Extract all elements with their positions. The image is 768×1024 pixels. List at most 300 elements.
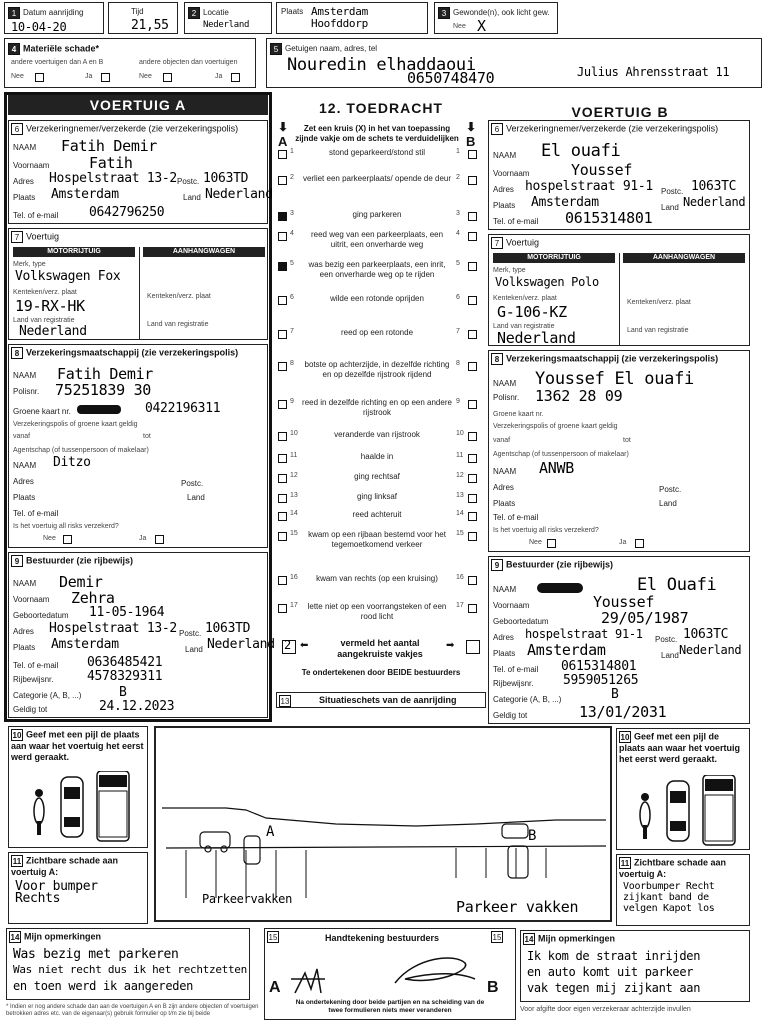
a-s14-line3[interactable]: en toen werd ik aangereden <box>13 979 194 993</box>
a-bestuurder <box>8 552 275 718</box>
a-s9-title: Bestuurder (zie rijbewijs) <box>26 555 134 566</box>
circumstance-17-checkbox-b[interactable] <box>468 604 477 613</box>
circumstance-13-label: ging linksaf <box>356 492 398 501</box>
a-geldig-label: Verzekeringspolis of groene kaart geldig <box>13 421 138 428</box>
b-adres-value[interactable]: hospelstraat 91-1 <box>525 179 653 194</box>
signature-drawing <box>285 949 495 1001</box>
a-s14-line2[interactable]: Was niet recht dus ik het rechtzetten <box>13 963 247 976</box>
a-aanh-kenteken-label: Kenteken/verz. plaat <box>147 293 211 300</box>
a-b-voornaam-value[interactable]: Zehra <box>71 589 115 607</box>
a-b-plaats-label: Plaats <box>13 643 36 652</box>
circumstance-8-number-b: 8 <box>456 360 460 367</box>
circumstance-3-checkbox-a[interactable] <box>278 212 287 221</box>
tijd-value[interactable]: 21,55 <box>131 18 169 33</box>
gewonden-mark[interactable]: X <box>477 17 486 35</box>
a-cat-value[interactable]: B <box>119 685 127 700</box>
handtekening-box <box>264 928 516 1020</box>
situatieschets-title: Situatieschets van de aanrijding <box>319 695 457 705</box>
count-a-value[interactable]: 2 <box>284 638 291 652</box>
locatie-box <box>184 2 272 34</box>
a-allrisk-nee: Nee <box>43 535 56 542</box>
b-vanaf-label: vanaf <box>493 437 511 444</box>
num-4: 4 <box>8 43 20 55</box>
a-agent-naam-label: NAAM <box>13 461 37 470</box>
circumstance-6-label: wilde een rotonde oprijden <box>330 294 424 303</box>
num-a11: 11 <box>12 857 22 866</box>
circumstance-4-checkbox-a[interactable] <box>278 232 287 241</box>
b-groene-label: Groene kaart nr. <box>493 411 544 418</box>
circumstance-14-checkbox-a[interactable] <box>278 512 287 521</box>
num-a9: 9 <box>11 555 23 567</box>
circumstance-15-number-a: 15 <box>290 530 298 537</box>
a-eerst-geraakt <box>8 726 148 848</box>
num-15: 15 <box>268 933 278 942</box>
datum-value[interactable]: 10-04-20 <box>11 20 67 34</box>
circumstance-16-label: kwam van rechts (op een kruising) <box>316 574 438 583</box>
b-b-postc-label: Postc. <box>655 635 678 644</box>
b-voornaam-label: Voornaam <box>493 169 530 178</box>
a-allrisk-nee-checkbox[interactable] <box>63 535 72 544</box>
a-tot-label: tot <box>143 433 151 440</box>
b-kenteken-value[interactable]: G-106-KZ <box>497 303 567 321</box>
gewonden-label: Gewonde(n), ook licht gew. <box>453 8 550 18</box>
num-5: 5 <box>270 43 282 55</box>
a-zichtbare-schade <box>8 852 148 924</box>
circumstance-10-checkbox-a[interactable] <box>278 432 287 441</box>
circumstance-10-number-b: 10 <box>456 430 464 437</box>
circumstance-7-number-a: 7 <box>290 328 294 335</box>
circumstance-12-number-b: 12 <box>456 472 464 479</box>
b-allrisk-ja: Ja <box>619 539 627 546</box>
a-b-voornaam-label: Voornaam <box>13 595 50 604</box>
a-opmerkingen <box>6 928 250 1000</box>
b-geldigtot-value[interactable]: 13/01/2031 <box>579 703 667 721</box>
schade-ja-b-checkbox[interactable] <box>231 73 240 82</box>
b-verzekeringnemer <box>488 120 750 230</box>
circumstance-3-checkbox-b[interactable] <box>468 212 477 221</box>
car-icon <box>667 781 689 841</box>
circumstance-12-checkbox-b[interactable] <box>468 474 477 483</box>
b-agent-tel-label: Tel. of e-mail <box>493 513 539 522</box>
toedracht-title: 12. TOEDRACHT <box>319 100 443 116</box>
b-geb-value[interactable]: 29/05/1987 <box>601 609 689 627</box>
circumstance-17-number-b: 17 <box>456 602 464 609</box>
circumstance-7-checkbox-a[interactable] <box>278 330 287 339</box>
b-agent-naam-label: NAAM <box>493 467 517 476</box>
b-tel-value[interactable]: 0615314801 <box>565 209 653 227</box>
num-b7: 7 <box>491 237 503 249</box>
datum-box <box>4 2 104 34</box>
a-b-land-value[interactable]: Nederland <box>207 637 275 652</box>
b-geldigtot-label: Geldig tot <box>493 711 528 720</box>
circumstance-13-number-a: 13 <box>290 492 298 499</box>
circumstance-4-checkbox-b[interactable] <box>468 232 477 241</box>
b-plaats-label: Plaats <box>493 201 516 210</box>
a-vehicle-diagram <box>25 771 137 843</box>
schade-nee-a: Nee <box>11 73 24 80</box>
a-s8-title: Verzekeringsmaatschappij (zie verzekeringspolis) <box>26 347 239 358</box>
a-groene-value[interactable]: 0422196311 <box>145 401 221 416</box>
b-s11-value[interactable]: Voorbumper Recht zijkant band de velgen Kapot los <box>623 881 715 914</box>
a-postc-value[interactable]: 1063TD <box>203 171 249 186</box>
schade-box <box>4 38 256 88</box>
circumstance-8-label: botste op achterzijde, in dezelfde richting en op dezelfde rijstrook rijdend <box>304 360 450 379</box>
b-landreg-value[interactable]: Nederland <box>497 329 576 347</box>
sketch-car-b2 <box>502 824 528 878</box>
sketch-left-label: Parkeervakken <box>202 892 293 906</box>
circumstance-13-checkbox-a[interactable] <box>278 494 287 503</box>
circumstance-5-checkbox-a[interactable] <box>278 262 287 271</box>
a-b-naam-value[interactable]: Demir <box>59 573 103 591</box>
a-landreg-value[interactable]: Nederland <box>19 324 87 339</box>
circumstance-13-checkbox-b[interactable] <box>468 494 477 503</box>
circumstance-16-number-b: 16 <box>456 574 464 581</box>
num-15b: 15 <box>492 933 502 942</box>
a-s11-value[interactable]: Voor bumper Rechts <box>15 879 98 906</box>
schade-label: Materiële schade* <box>23 43 100 54</box>
a-voertuig <box>8 228 268 340</box>
b-tot-label: tot <box>623 437 631 444</box>
b-b-naam-value[interactable]: El Ouafi <box>637 575 717 595</box>
datum-label: Datum aanrijding <box>23 8 84 18</box>
a-vanaf-label: vanaf <box>13 433 31 440</box>
circumstance-6-checkbox-b[interactable] <box>468 296 477 305</box>
b-motor-label: MOTORRIJTUIG <box>493 253 615 263</box>
circumstance-13-number-b: 13 <box>456 492 464 499</box>
circumstance-10-number-a: 10 <box>290 430 298 437</box>
num-3: 3 <box>438 7 450 19</box>
b-naam-value[interactable]: El ouafi <box>541 141 621 161</box>
b-cat-label: Categorie (A, B, ...) <box>493 695 562 704</box>
circumstance-8-number-a: 8 <box>290 360 294 367</box>
circumstance-12-number-a: 12 <box>290 472 298 479</box>
b-vehicle-diagram <box>631 775 743 847</box>
num-a6: 6 <box>11 123 23 135</box>
b-landreg-label: Land van registratie <box>493 323 555 330</box>
a-b-postc-label: Postc. <box>179 629 202 638</box>
a-postc-label: Postc. <box>177 177 200 186</box>
vehicle-b-banner: VOERTUIG B <box>571 104 669 120</box>
b-agent-land-label: Land <box>659 499 677 508</box>
circumstance-17-number-a: 17 <box>290 602 298 609</box>
b-s8-title: Verzekeringsmaatschappij (zie verzekeringspolis) <box>506 353 719 364</box>
a-s14-line1[interactable]: Was bezig met parkeren <box>13 947 179 962</box>
car-icon <box>61 777 83 837</box>
gewonden-nee: Nee <box>453 23 466 30</box>
circumstance-14-number-a: 14 <box>290 510 298 517</box>
a-b-postc-value[interactable]: 1063TD <box>205 621 251 636</box>
num-13: 13 <box>280 697 290 706</box>
b-s14-line3[interactable]: vak tegen mij zijkant aan <box>527 981 701 995</box>
num-a8: 8 <box>11 347 23 359</box>
circumstance-3-number-a: 3 <box>290 210 294 217</box>
b-s14-line2[interactable]: en auto komt uit parkeer <box>527 965 694 979</box>
circumstance-2-number-a: 2 <box>290 174 294 181</box>
schade-sub2: andere objecten dan voertuigen <box>139 59 238 66</box>
ondertekenen-label: Te ondertekenen door BEIDE bestuurders <box>301 668 461 677</box>
b-merk-label: Merk, type <box>493 267 526 274</box>
b-merk-value[interactable]: Volkswagen Polo <box>495 275 599 289</box>
a-b-adres-label: Adres <box>13 627 34 636</box>
a-tel-value[interactable]: 0642796250 <box>89 205 165 220</box>
a-polisnr-value[interactable]: 75251839 30 <box>55 381 152 399</box>
b-geb-label: Geboortedatum <box>493 617 549 626</box>
b-land-value[interactable]: Nederland <box>683 195 746 209</box>
b-b-tel-value[interactable]: 0615314801 <box>561 659 637 674</box>
gewonden-box <box>434 2 558 34</box>
circumstance-9-checkbox-a[interactable] <box>278 400 287 409</box>
b-allrisk-nee-checkbox[interactable] <box>547 539 556 548</box>
circumstance-7-number-b: 7 <box>456 328 460 335</box>
arrow-left-icon: ⬅ <box>300 640 309 651</box>
circumstance-10-checkbox-b[interactable] <box>468 432 477 441</box>
circumstance-7-label: reed op een rotonde <box>340 328 414 337</box>
b-s14-line1[interactable]: Ik kom de straat inrijden <box>527 949 701 963</box>
truck-icon <box>97 771 129 841</box>
circumstance-1-number-a: 1 <box>290 148 294 155</box>
b-agent-postc-label: Postc. <box>659 485 682 494</box>
plaats-box <box>276 2 428 34</box>
getuigen-box <box>266 38 762 88</box>
b-aanh-label: AANHANGWAGEN <box>623 253 745 263</box>
sketch-area[interactable] <box>154 726 612 922</box>
circumstance-4-label: reed weg van een parkeerplaats, een uitrit, een onverharde weg <box>310 230 444 249</box>
a-vm-naam-value[interactable]: Fatih Demir <box>57 365 154 383</box>
a-aanh-landreg-label: Land van registratie <box>147 321 209 328</box>
arrow-down-a-icon: ⬇ <box>278 120 289 134</box>
a-plaats-label: Plaats <box>13 193 36 202</box>
a-s6-title: Verzekeringnemer/verzekerde (zie verzekeringspolis) <box>26 123 239 134</box>
circumstance-11-checkbox-a[interactable] <box>278 454 287 463</box>
a-naam-value[interactable]: Fatih Demir <box>61 137 158 155</box>
b-vm-naam-value[interactable]: Youssef El ouafi <box>535 369 694 389</box>
circumstance-11-checkbox-b[interactable] <box>468 454 477 463</box>
b-b-voornaam-value[interactable]: Youssef <box>593 593 655 611</box>
circumstance-9-label: reed in dezelfde richting en op een andere rijstrook <box>302 398 452 417</box>
a-vm-naam-label: NAAM <box>13 371 37 380</box>
b-plaats-value[interactable]: Amsterdam <box>531 195 599 210</box>
a-groene-label: Groene kaart nr. <box>13 407 71 416</box>
a-adres-value[interactable]: Hospelstraat 13-2 <box>49 171 177 186</box>
circumstance-16-number-a: 16 <box>290 574 298 581</box>
a-s14-title: Mijn opmerkingen <box>24 931 102 942</box>
circumstance-16-checkbox-b[interactable] <box>468 576 477 585</box>
circumstance-6-number-b: 6 <box>456 294 460 301</box>
locatie-value[interactable]: Nederland <box>203 20 250 30</box>
b-s10-title: Geef met een pijl de plaats aan waar het voertuig het eerst werd geraakt. <box>619 731 741 764</box>
a-kenteken-value[interactable]: 19-RX-HK <box>15 297 85 315</box>
b-agent-label: Agentschap (of tussenpersoon of makelaar) <box>493 451 629 458</box>
a-geb-label: Geboortedatum <box>13 611 69 620</box>
circumstance-7-checkbox-b[interactable] <box>468 330 477 339</box>
circumstance-4-number-b: 4 <box>456 230 460 237</box>
a-groene-redaction <box>77 405 121 414</box>
circumstance-10-label: veranderde van rijstrook <box>334 430 420 439</box>
a-naam-label: NAAM <box>13 143 37 152</box>
a-adres-label: Adres <box>13 177 34 186</box>
num-2: 2 <box>188 7 200 19</box>
num-a14: 14 <box>10 933 20 942</box>
b-aanh-kenteken-label: Kenteken/verz. plaat <box>627 299 691 306</box>
b-postc-value[interactable]: 1063TC <box>691 179 737 194</box>
b-b-adres-value[interactable]: hospelstraat 91-1 <box>525 627 643 641</box>
circumstance-14-number-b: 14 <box>456 510 464 517</box>
b-tel-label: Tel. of e-mail <box>493 217 539 226</box>
circumstance-5-label: was bezig een parkeerplaats, een inrit, een onverharde weg op te rijden <box>308 260 446 279</box>
letter-b: B <box>466 134 476 149</box>
a-agent-adres-label: Adres <box>13 477 34 486</box>
b-allrisk-ja-checkbox[interactable] <box>635 539 644 548</box>
a-geb-value[interactable]: 11-05-1964 <box>89 605 165 620</box>
circumstance-1-checkbox-a[interactable] <box>278 150 287 159</box>
b-rijbewijs-label: Rijbewijsnr. <box>493 679 534 688</box>
a-verzekeringnemer <box>8 120 273 224</box>
getuigen-extra[interactable]: Julius Ahrensstraat 11 <box>577 65 730 79</box>
circumstance-1-number-b: 1 <box>456 148 460 155</box>
a-agent-naam-value[interactable]: Ditzo <box>53 455 91 470</box>
plaats-value[interactable]: Amsterdam Hoofddorp <box>311 5 368 30</box>
b-polisnr-value[interactable]: 1362 28 09 <box>535 387 623 405</box>
b-kenteken-label: Kenteken/verz. plaat <box>493 295 557 302</box>
b-b-postc-value[interactable]: 1063TC <box>683 627 729 642</box>
num-b9: 9 <box>491 559 503 571</box>
getuigen-value[interactable]: Nouredin elhaddaoui <box>287 55 476 75</box>
motorbike-icon <box>640 793 650 839</box>
circumstance-9-number-a: 9 <box>290 398 294 405</box>
a-b-adres-value[interactable]: Hospelstraat 13-2 <box>49 621 177 636</box>
b-b-plaats-label: Plaats <box>493 649 516 658</box>
a-allrisk-ja-checkbox[interactable] <box>155 535 164 544</box>
truck-icon <box>703 775 735 845</box>
a-landreg-label: Land van registratie <box>13 317 75 324</box>
a-plaats-value[interactable]: Amsterdam <box>51 187 119 202</box>
b-s6-title: Verzekeringnemer/verzekerde (zie verzekeringspolis) <box>506 123 719 134</box>
a-tel-label: Tel. of e-mail <box>13 211 59 220</box>
b-cat-value[interactable]: B <box>611 687 619 702</box>
b-polisnr-label: Polisnr. <box>493 393 520 402</box>
a-kenteken-label: Kenteken/verz. plaat <box>13 289 77 296</box>
a-b-tel-value[interactable]: 0636485421 <box>87 655 163 670</box>
b-agent-plaats-label: Plaats <box>493 499 516 508</box>
b-geldig-label: Verzekeringspolis of groene kaart geldig <box>493 423 618 430</box>
b-b-land-value[interactable]: Nederland <box>679 643 742 657</box>
b-s14-title: Mijn opmerkingen <box>538 933 616 944</box>
b-zichtbare-schade <box>616 854 750 926</box>
b-rijbewijs-value[interactable]: 5959051265 <box>563 673 639 688</box>
sign-b-letter: B <box>487 979 499 996</box>
a-voornaam-value[interactable]: Fatih <box>89 154 133 172</box>
b-land-label: Land <box>661 203 679 212</box>
circumstance-6-checkbox-a[interactable] <box>278 296 287 305</box>
b-agent-adres-label: Adres <box>493 483 514 492</box>
circumstance-2-checkbox-a[interactable] <box>278 176 287 185</box>
b-voornaam-value[interactable]: Youssef <box>571 161 633 179</box>
schade-nee-a-checkbox[interactable] <box>35 73 44 82</box>
a-land-label: Land <box>183 193 201 202</box>
circumstance-15-checkbox-b[interactable] <box>468 532 477 541</box>
locatie-label: Locatie <box>203 8 229 18</box>
circumstance-14-checkbox-b[interactable] <box>468 512 477 521</box>
toedracht-instruction: Zet een kruis (X) in het van toepassing zijnde vakje om de schets te verduidelijken <box>295 124 459 143</box>
a-b-naam-label: NAAM <box>13 579 37 588</box>
a-aanh-label: AANHANGWAGEN <box>143 247 265 257</box>
schade-nee-b-checkbox[interactable] <box>163 73 172 82</box>
b-verzekeringsmaatschappij <box>488 350 750 552</box>
handtekening-title: Handtekening bestuurders <box>325 933 440 943</box>
a-agent-label: Agentschap (of tussenpersoon of makelaar) <box>13 447 149 454</box>
circumstance-8-checkbox-a[interactable] <box>278 362 287 371</box>
b-aanh-landreg-label: Land van registratie <box>627 327 689 334</box>
circumstance-15-checkbox-a[interactable] <box>278 532 287 541</box>
circumstance-5-checkbox-b[interactable] <box>468 262 477 271</box>
b-b-plaats-value[interactable]: Amsterdam <box>527 641 606 659</box>
b-agent-naam-value[interactable]: ANWB <box>539 459 574 477</box>
b-naam-label: NAAM <box>493 151 517 160</box>
a-verzekeringsmaatschappij <box>8 344 268 548</box>
sketch-car-a <box>200 832 230 852</box>
svg-text:B: B <box>528 828 537 844</box>
circumstance-11-label: haalde in <box>360 452 394 461</box>
num-a10: 10 <box>12 731 22 740</box>
a-b-land-label: Land <box>185 645 203 654</box>
circumstance-16-checkbox-a[interactable] <box>278 576 287 585</box>
circumstance-2-label: verliet een parkeerplaats/ opende de deur <box>302 174 452 183</box>
a-land-value[interactable]: Nederland <box>205 187 273 202</box>
circumstance-12-checkbox-a[interactable] <box>278 474 287 483</box>
arrow-down-b-icon: ⬇ <box>466 120 477 134</box>
tijd-box <box>108 2 178 34</box>
a-cat-label: Categorie (A, B, ...) <box>13 691 82 700</box>
a-b-tel-label: Tel. of e-mail <box>13 661 59 670</box>
motorbike-icon <box>34 789 44 835</box>
footer-right: Voor afgifte door eigen verzekeraar achterzijde invullen <box>520 1006 691 1013</box>
num-b10: 10 <box>620 733 630 742</box>
a-s10-title: Geef met een pijl de plaats aan waar het voertuig het eerst werd geraakt. <box>11 729 144 762</box>
circumstance-9-checkbox-b[interactable] <box>468 400 477 409</box>
circumstance-17-label: lette niet op een voorrangsteken of een rood licht <box>307 602 447 621</box>
circumstance-15-label: kwam op een rijbaan bestemd voor het tegemoetkomend verkeer <box>308 530 446 549</box>
b-naam-redaction <box>537 583 583 593</box>
circumstance-3-number-b: 3 <box>456 210 460 217</box>
sketch-right-label: Parkeer vakken <box>456 898 579 916</box>
circumstance-2-checkbox-b[interactable] <box>468 176 477 185</box>
schade-ja-b: Ja <box>215 73 223 80</box>
b-b-naam-label: NAAM <box>493 585 517 594</box>
b-bestuurder <box>488 556 750 724</box>
circumstance-4-number-a: 4 <box>290 230 294 237</box>
num-b8: 8 <box>491 353 503 365</box>
circumstance-1-checkbox-b[interactable] <box>468 150 477 159</box>
circumstance-11-number-b: 11 <box>456 452 464 459</box>
a-geldigtot-value[interactable]: 24.12.2023 <box>99 699 175 714</box>
svg-text:A: A <box>266 824 275 840</box>
schade-ja-a-checkbox[interactable] <box>101 73 110 82</box>
a-agent-postc-label: Postc. <box>181 479 204 488</box>
situatieschets-header <box>276 692 486 708</box>
a-merk-value[interactable]: Volkswagen Fox <box>15 269 121 284</box>
b-b-land-label: Land <box>661 651 679 660</box>
a-rijbewijs-value[interactable]: 4578329311 <box>87 669 163 684</box>
circumstance-15-number-b: 15 <box>456 530 464 537</box>
circumstance-8-checkbox-b[interactable] <box>468 362 477 371</box>
getuigen-phone[interactable]: 0650748470 <box>407 69 495 87</box>
count-box-b[interactable] <box>466 640 480 654</box>
circumstance-5-number-a: 5 <box>290 260 294 267</box>
b-s9-title: Bestuurder (zie rijbewijs) <box>506 559 614 570</box>
circumstance-17-checkbox-a[interactable] <box>278 604 287 613</box>
a-b-plaats-value[interactable]: Amsterdam <box>51 637 119 652</box>
arrow-right-icon: ➡ <box>446 640 455 651</box>
